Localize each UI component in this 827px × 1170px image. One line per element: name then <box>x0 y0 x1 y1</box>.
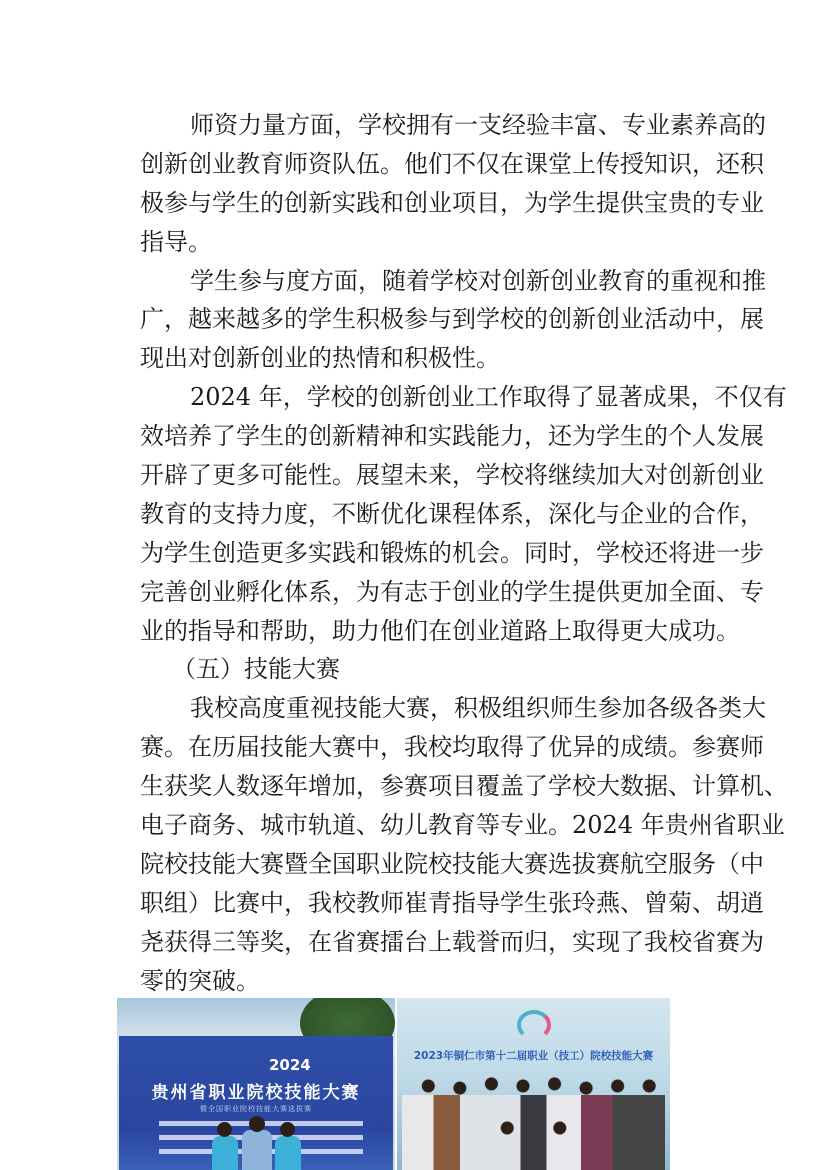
text-line: 院校技能大赛暨全国职业院校技能大赛选拔赛航空服务（中 <box>140 849 764 878</box>
text-line: 赛。在历届技能大赛中，我校均取得了优异的成绩。参赛师 <box>140 733 764 762</box>
text-line: 师资力量方面，学校拥有一支经验丰富、专业素养高的 <box>190 111 766 139</box>
text-line: 职组）比赛中，我校教师崔青指导学生张玲燕、曾菊、胡逍 <box>140 888 764 917</box>
text-line: 极参与学生的创新实践和创业项目，为学生提供宝贵的专业 <box>140 188 764 217</box>
student-figure <box>275 1136 301 1170</box>
text-line: 学生参与度方面，随着学校对创新创业教育的重视和推 <box>190 266 766 295</box>
body-text <box>140 106 788 1000</box>
photo-provincial-competition <box>117 998 395 1170</box>
text-line: 广，越来越多的学生积极参与到学校的创新创业活动中，展 <box>140 305 764 334</box>
student-head <box>280 1122 295 1137</box>
text-line: 2024 年，学校的创新创业工作取得了显著成果，不仅有 <box>190 383 787 412</box>
text-line: 为学生创造更多实践和锻炼的机会。同时，学校还将进一步 <box>140 538 764 567</box>
section-heading: （五）技能大赛 <box>172 655 340 684</box>
text-line: 零的突破。 <box>140 966 260 995</box>
text-line: 生获奖人数逐年增加，参赛项目覆盖了学校大数据、计算机、 <box>140 772 788 801</box>
banner-subtitle: 暨全国职业院校技能大赛选拔赛 <box>200 1105 312 1113</box>
text-line: 创新创业教育师资队伍。他们不仅在课堂上传授知识，还积 <box>140 149 764 178</box>
photo-city-competition <box>397 998 670 1170</box>
student-head <box>217 1122 232 1137</box>
text-line: 指导。 <box>140 227 212 256</box>
text-line: 效培养了学生的创新精神和实践能力，还为学生的个人发展 <box>140 422 764 451</box>
banner-title: 贵州省职业院校技能大赛 <box>151 1083 361 1103</box>
student-group <box>402 1065 665 1170</box>
text-line: 完善创业孵化体系，为有志于创业的学生提供更加全面、专 <box>140 577 764 606</box>
text-line: 业的指导和帮助，助力他们在创业道路上取得更大成功。 <box>140 616 740 645</box>
banner-title: 2023年铜仁市第十二届职业（技工）院校技能大赛 <box>413 1050 654 1062</box>
text-line: 我校高度重视技能大赛，积极组织师生参加各级各类大 <box>190 694 766 723</box>
teacher-head <box>249 1116 265 1132</box>
event-logo <box>517 1010 551 1040</box>
text-line: 教育的支持力度，不断优化课程体系，深化与企业的合作， <box>140 499 764 528</box>
text-line: 现出对创新创业的热情和积极性。 <box>140 344 500 373</box>
text-line: 尧获得三等奖，在省赛擂台上载誉而归，实现了我校省赛为 <box>140 927 764 956</box>
text-line: 电子商务、城市轨道、幼儿教育等专业。2024 年贵州省职业 <box>140 811 785 840</box>
text-line: 开辟了更多可能性。展望未来，学校将继续加大对创新创业 <box>140 461 764 490</box>
banner-year: 2024 <box>269 1056 311 1074</box>
teacher-figure <box>242 1130 272 1170</box>
student-figure <box>212 1136 238 1170</box>
